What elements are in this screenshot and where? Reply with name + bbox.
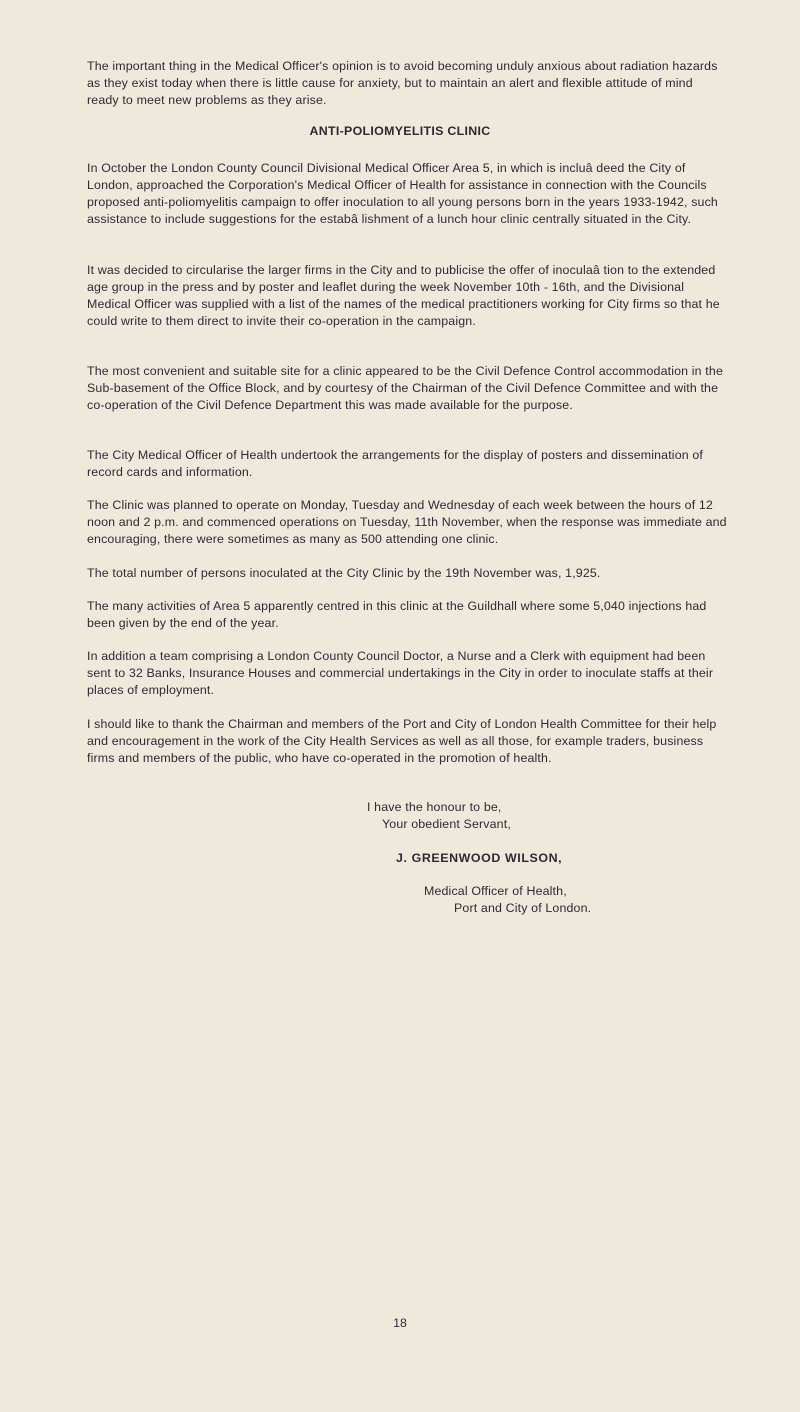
signature-organisation: Port and City of London. (454, 901, 592, 915)
signature-name: J. GREENWOOD WILSON, (396, 851, 563, 865)
intro-paragraph: The important thing in the Medical Officer's opinion is to avoid becoming unduly anxious about radiation hazards as they exist today when there is little cause for anxiety, but to maintain an alert and flexible attitude of mind ready to meet new problems as they arise. (87, 59, 718, 107)
closing-line-servant: Your obedient Servant, (382, 817, 511, 831)
paragraph-team: In addition a team comprising a London County Council Doctor, a Nurse and a Clerk with equipment had been sent to 32 Banks, Insurance Houses and commercial undertakings in the City in order to inoculate staffs at their places of employment. (87, 649, 714, 697)
signature-title: Medical Officer of Health, (424, 884, 567, 898)
section-heading: ANTI-POLIOMYELITIS CLINIC (309, 124, 491, 138)
paragraph-thanks: I should like to thank the Chairman and members of the Port and City of London Health Committee for their help and encouragement in the work of the City Health Services as well as all those, for example traders, business firms and members of the public, who have co-operated in the promotion of health. (87, 717, 717, 765)
paragraph-october-approach: In October the London County Council Divisional Medical Officer Area 5, in which is incluâ deed the City of London, approached the Corporation's Medical Officer of Health for assistance in connection with the Councils proposed anti-poliomyelitis campaign to offer inoculation to all young persons born in the years 1933-1942, such assistance to include suggestions for the estabâ lishment of a lunch hour clinic centrally situated in the City. (87, 161, 718, 226)
paragraph-clinic-schedule: The Clinic was planned to operate on Monday, Tuesday and Wednesday of each week between the hours of 12 noon and 2 p.m. and commenced operations on Tuesday, 11th November, when the response was immediate and encouraging, there were sometimes as many as 500 attending one clinic. (87, 498, 727, 546)
closing-line-honour: I have the honour to be, (367, 800, 502, 814)
paragraph-posters: The City Medical Officer of Health undertook the arrangements for the display of posters and dissemination of record cards and information. (87, 448, 704, 479)
paragraph-circularise-firms: It was decided to circularise the larger firms in the City and to publicise the offer of inoculaâ tion to the extended age group in the press and by poster and leaflet during the week November 10th - 16th, and the Divisional Medical Officer was supplied with a list of the names of the medical practitioners working for City firms so that he could write to them direct to invite their co-operation in the campaign. (87, 263, 720, 328)
paragraph-total-inoculated: The total number of persons inoculated at the City Clinic by the 19th November was, 1,925. (87, 566, 601, 580)
paragraph-area-activities: The many activities of Area 5 apparently centred in this clinic at the Guildhall where some 5,040 injections had been given by the end of the year. (87, 599, 707, 630)
page-number: 18 (393, 1316, 407, 1330)
paragraph-clinic-site: The most convenient and suitable site for a clinic appeared to be the Civil Defence Control accommodation in the Sub-basement of the Office Block, and by courtesy of the Chairman of the Civil Defence Committee and with the co-operation of the Civil Defence Department this was made available for the purpose. (87, 364, 723, 412)
